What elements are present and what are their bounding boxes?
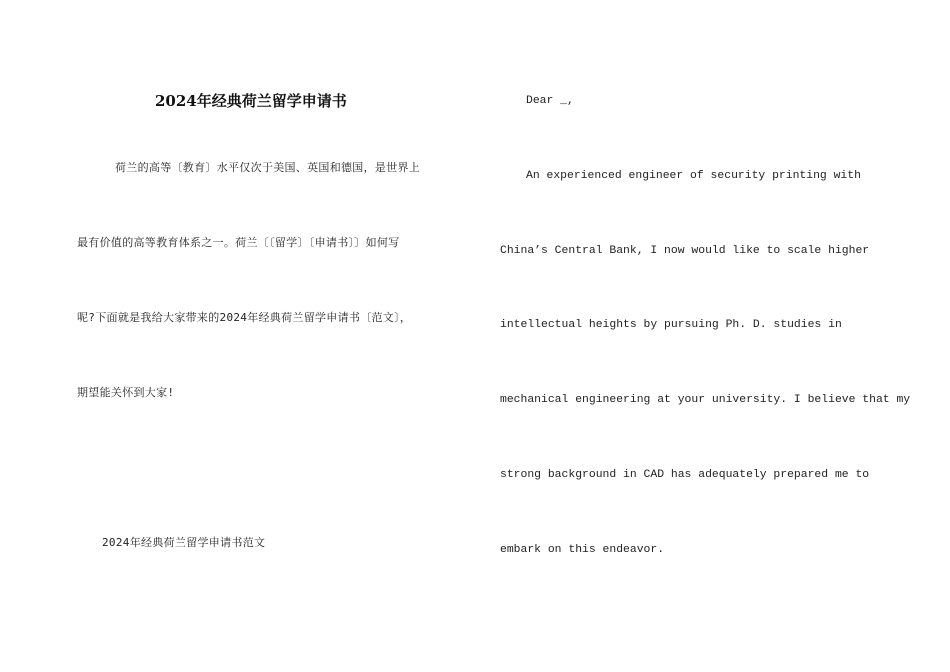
letter-salutation: Dear _,	[526, 95, 574, 107]
document-title: 2024年经典荷兰留学申请书	[155, 92, 347, 110]
intro-line-2: 最有价值的高等教育体系之一。荷兰〔〔留学〕〔申请书〕〕如何写	[77, 236, 400, 249]
intro-line-3: 呢?下面就是我给大家带来的2024年经典荷兰留学申请书〔范文〕，	[77, 311, 412, 324]
section-heading: 2024年经典荷兰留学申请书范文	[102, 536, 266, 549]
letter-line-2: China’s Central Bank, I now would like to scale higher	[500, 245, 870, 257]
letter-line-1: An experienced engineer of security printing with	[526, 170, 861, 182]
intro-line-4: 期望能关怀到大家!	[77, 386, 175, 399]
letter-line-5: strong background in CAD has adequately prepared me to	[500, 469, 870, 481]
letter-line-4: mechanical engineering at your university. I believe that my	[500, 394, 911, 406]
letter-line-6: embark on this endeavor.	[500, 544, 665, 556]
intro-line-1: 荷兰的高等〔教育〕水平仅次于美国、英国和德国，是世界上	[115, 161, 421, 174]
letter-line-3: intellectual heights by pursuing Ph. D. studies in	[500, 319, 842, 331]
